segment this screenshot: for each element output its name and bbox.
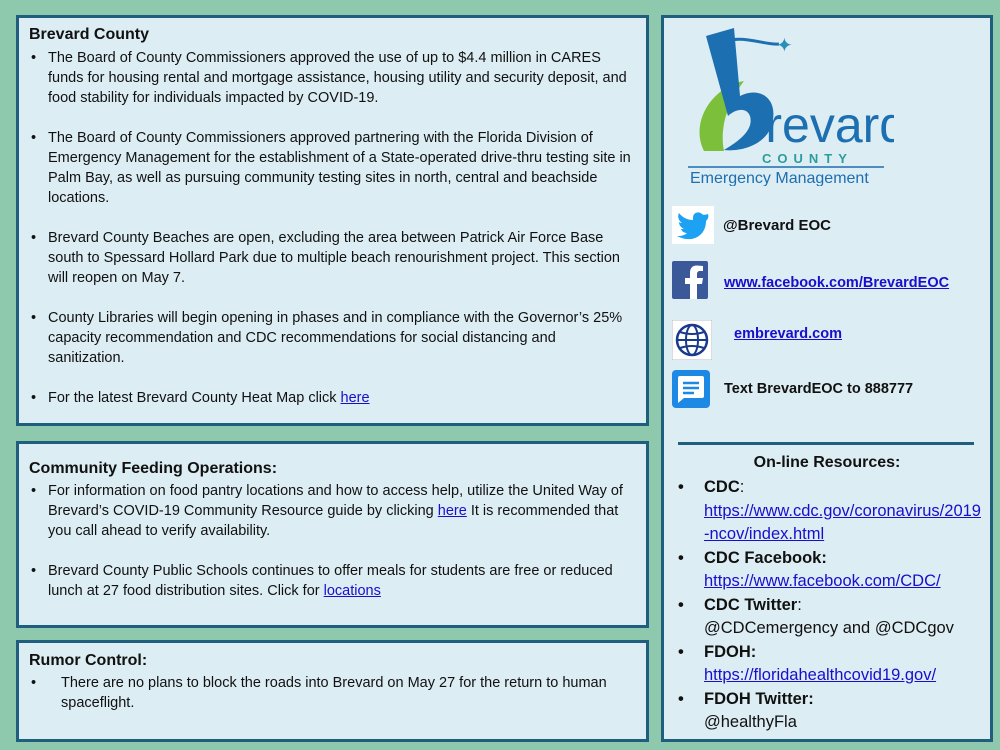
cdc-twitter-handles: @CDCemergency and @CDCgov	[704, 619, 954, 637]
resource-label: FDOH:	[704, 642, 757, 661]
list-item-pantry	[29, 481, 636, 541]
resource-label: FDOH Twitter:	[704, 689, 814, 708]
resource-fdoh	[674, 641, 986, 688]
schools-text: Brevard County Public Schools continues to offer meals for students are free or reduced lunch at 27 food distribution sites. Click for	[48, 563, 613, 599]
online-resources-title: On-line Resources:	[753, 454, 901, 471]
rumor-control-title: Rumor Control:	[29, 652, 148, 669]
section-divider	[678, 442, 974, 445]
county-bullet-list	[29, 48, 636, 428]
resource-label: CDC Facebook:	[704, 548, 827, 567]
facebook-row	[672, 261, 949, 299]
list-item: • The Board of County Commissioners approved partnering with the Florida Division of Emergency Management for the establishment of a State-operated drive-thru testing site in Palm Bay, as well as pursuing community testing sites in north, central and beachside locations.	[29, 128, 636, 208]
pantry-guide-link[interactable]: here	[437, 503, 467, 519]
list-item: • There are no plans to block the roads into Brevard on May 27 for the return to human spaceflight.	[29, 673, 636, 713]
list-item: • Brevard County Beaches are open, excluding the area between Patrick Air Force Base south to Spessard Hollard Park due to multiple beach renourishment project. This section will reopen on May 7.	[29, 228, 636, 288]
fdoh-twitter-handle: @healthyFla	[704, 713, 797, 731]
logo-subtitle: Emergency Management	[690, 170, 869, 186]
logo-county-text: COUNTY	[762, 151, 853, 166]
community-feeding-title: Community Feeding Operations:	[29, 460, 278, 477]
pantry-text: For information on food pantry locations and how to access help, utilize the United Way of Brevard’s COVID-19 Community Resource guide by clicking	[48, 483, 623, 519]
resource-cdc	[674, 476, 986, 547]
resources-list	[674, 476, 986, 735]
text-row	[672, 370, 913, 408]
brevard-county-panel	[16, 15, 649, 426]
website-link[interactable]: embrevard.com	[734, 326, 842, 342]
logo-word	[732, 97, 894, 153]
locations-link[interactable]: locations	[323, 583, 381, 599]
facebook-icon[interactable]	[672, 261, 708, 299]
resource-sep: :	[739, 478, 745, 496]
brevard-county-logo	[684, 26, 894, 186]
website-row	[672, 320, 842, 360]
resource-label: CDC	[704, 478, 740, 496]
feeding-bullet-list	[29, 481, 636, 621]
globe-icon[interactable]	[672, 320, 712, 360]
cdc-facebook-link[interactable]: https://www.facebook.com/CDC/	[704, 572, 941, 590]
text-message-info: Text BrevardEOC to 888777	[724, 381, 914, 397]
twitter-icon[interactable]	[672, 206, 714, 244]
heatmap-link[interactable]: here	[340, 390, 370, 406]
rumor-bullet-list	[29, 673, 636, 733]
resource-cdc-facebook	[674, 547, 986, 594]
list-item: • The Board of County Commissioners approved the use of up to $4.4 million in CARES funds for housing rental and mortgage assistance, housing utility and security deposit, and food stability for individuals impacted by COVID-19.	[29, 48, 636, 108]
logo-graphic	[684, 26, 894, 186]
cdc-link[interactable]: https://www.cdc.gov/coronavirus/2019-ncov/index.html	[704, 501, 981, 543]
list-item-schools	[29, 561, 636, 601]
star-icon: ✦	[776, 33, 793, 57]
message-icon[interactable]	[672, 370, 710, 408]
list-item: • County Libraries will begin opening in phases and in compliance with the Governor’s 25% capacity recommendation and CDC recommendations for social distancing and sanitization.	[29, 308, 636, 368]
resource-label: CDC Twitter	[704, 595, 798, 614]
pantry-text-after: It is recommended that you call ahead to verify availability.	[48, 503, 619, 539]
brevard-county-title: Brevard County	[29, 26, 150, 43]
resource-fdoh-twitter	[674, 688, 986, 735]
twitter-handle: @Brevard EOC	[723, 216, 831, 234]
logo-b-letter-visible: B	[732, 97, 766, 153]
facebook-link[interactable]: www.facebook.com/BrevardEOC	[724, 275, 950, 291]
twitter-row	[672, 206, 831, 244]
resource-sep: :	[797, 595, 802, 614]
list-item-heatmap	[29, 388, 636, 408]
fdoh-link[interactable]: https://floridahealthcovid19.gov/	[704, 666, 937, 684]
community-feeding-panel	[16, 441, 649, 628]
rumor-control-panel	[16, 640, 649, 742]
contact-resources-panel	[661, 15, 993, 742]
logo-word-rest: revard	[765, 97, 894, 153]
heatmap-text: For the latest Brevard County Heat Map click	[48, 390, 341, 406]
resource-cdc-twitter	[674, 594, 986, 641]
